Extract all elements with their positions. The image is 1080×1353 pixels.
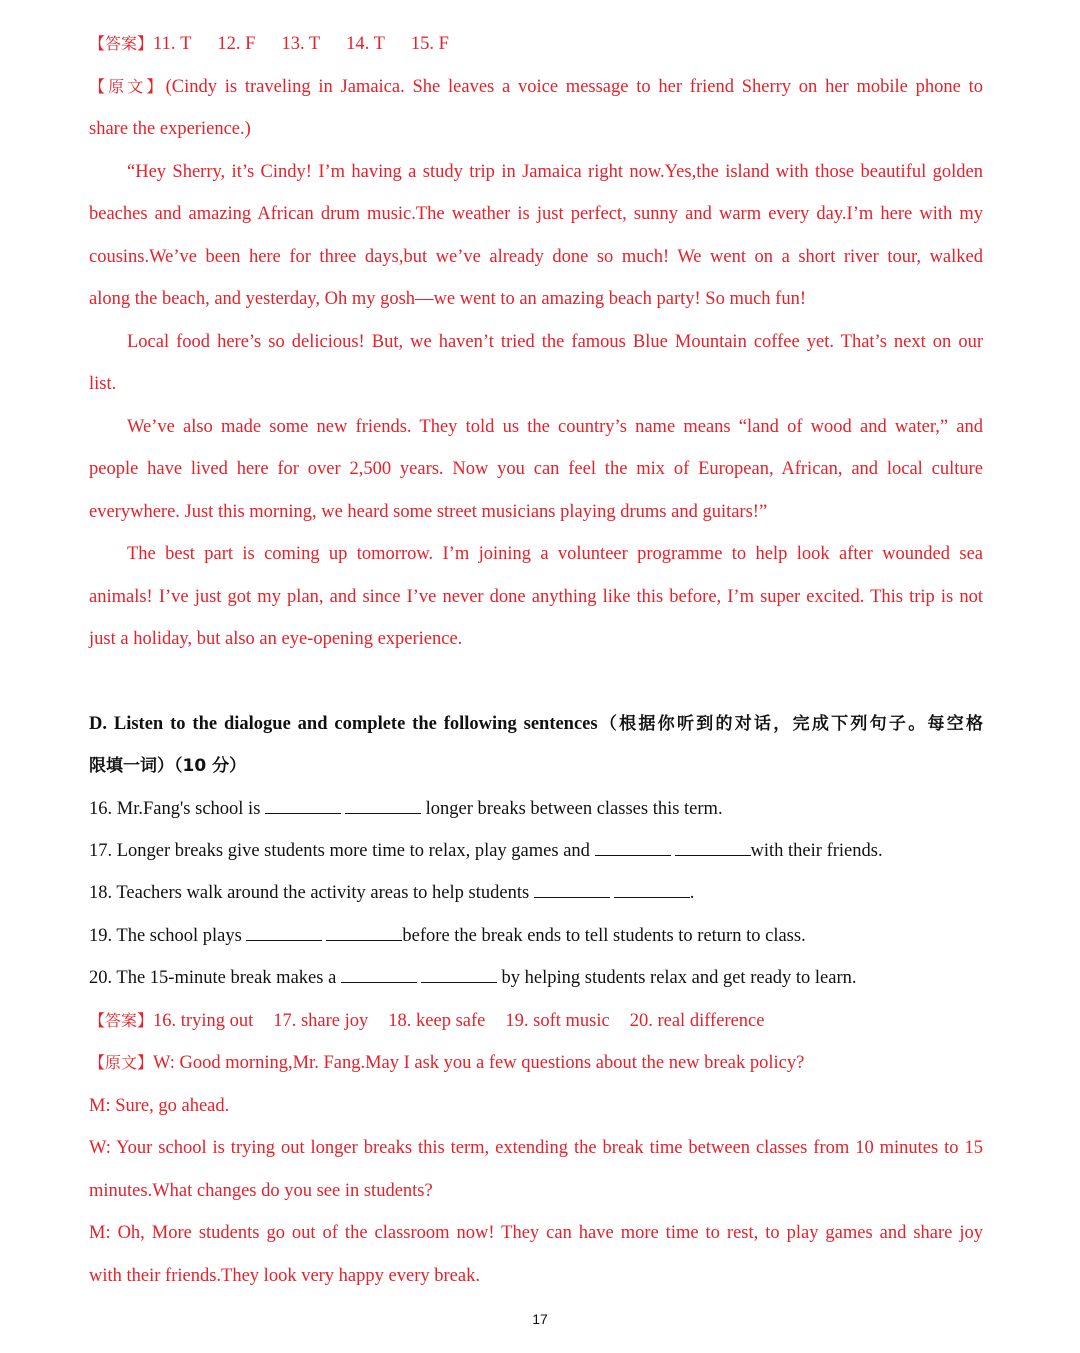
script-tag: 【原文】 <box>89 1053 154 1072</box>
answer-item: 18. keep safe <box>388 1011 486 1031</box>
answer-item: 13. T <box>281 34 321 54</box>
page-number: 17 <box>532 1311 548 1327</box>
question-18: 18. Teachers walk around the activity areas to help students . <box>89 883 695 903</box>
answer-tag: 【答案】 <box>89 34 154 53</box>
dialogue-line: with their friends.They look very happy every break. <box>89 1266 480 1286</box>
answer-item: 20. real difference <box>629 1011 765 1031</box>
dialogue-line: minutes.What changes do you see in students? <box>89 1181 433 1201</box>
answer-item: 11. T <box>153 34 192 54</box>
answer-line-d <box>89 1009 983 1033</box>
section-d-heading: D. Listen to the dialogue and complete the following sentences（根据你听到的对话，完成下列句子。每空格 <box>89 714 983 734</box>
answer-item: 19. soft music <box>505 1011 610 1031</box>
question-19: 19. The school plays before the break ends to tell students to return to class. <box>89 926 806 946</box>
transcript-line: just a holiday, but also an eye-opening experience. <box>89 629 463 649</box>
transcript-intro-cont: share the experience.) <box>89 119 251 139</box>
transcript-paragraph: “Hey Sherry, it’s Cindy! I’m having a study trip in Jamaica right now.Yes,the island with those beautiful golden <box>127 162 983 182</box>
transcript-paragraph: Local food here’s so delicious! But, we haven’t tried the famous Blue Mountain coffee yet. That’s next on our <box>127 332 983 352</box>
answer-tag: 【答案】 <box>89 1011 154 1030</box>
script-tag: 【原文】 <box>89 77 166 96</box>
transcript-line: list. <box>89 374 117 394</box>
answer-blank[interactable] <box>595 839 671 856</box>
answer-item: 14. T <box>346 34 385 54</box>
answer-line-c <box>89 32 983 56</box>
answer-blank[interactable] <box>341 966 417 983</box>
dialogue-line: M: Sure, go ahead. <box>89 1096 230 1116</box>
transcript-intro: 【原文】(Cindy is traveling in Jamaica. She leaves a voice message to her friend Sherry on her mobile phone to <box>89 77 983 97</box>
answer-blank[interactable] <box>265 797 341 814</box>
answer-blank[interactable] <box>614 881 690 898</box>
answer-blank[interactable] <box>675 839 751 856</box>
transcript-line: beaches and amazing African drum music.The weather is just perfect, sunny and warm every day.I’m here with my <box>89 204 983 224</box>
answer-item: 12. F <box>217 34 256 54</box>
section-d-heading-cont: 限填一词）（10 分） <box>89 756 247 776</box>
answer-blank[interactable] <box>246 924 322 941</box>
transcript-line: along the beach, and yesterday, Oh my gosh—we went to an amazing beach party! So much fun! <box>89 289 806 309</box>
answer-blank[interactable] <box>421 966 497 983</box>
answer-item: 16. trying out <box>153 1011 254 1031</box>
answer-blank[interactable] <box>534 881 610 898</box>
transcript-line: animals! I’ve just got my plan, and since I’ve never done anything like this before, I’m super excited. This trip is not <box>89 587 983 607</box>
question-20: 20. The 15-minute break makes a by helping students relax and get ready to learn. <box>89 968 857 988</box>
answer-blank[interactable] <box>345 797 421 814</box>
transcript-line: everywhere. Just this morning, we heard some street musicians playing drums and guitars!” <box>89 502 768 522</box>
transcript-line: cousins.We’ve been here for three days,but we’ve already done so much! We went on a short river tour, walked <box>89 247 983 267</box>
transcript-paragraph: We’ve also made some new friends. They told us the country’s name means “land of wood and water,” and <box>127 417 983 437</box>
question-17: 17. Longer breaks give students more time to relax, play games and with their friends. <box>89 841 883 861</box>
question-16: 16. Mr.Fang's school is longer breaks between classes this term. <box>89 799 723 819</box>
answer-blank[interactable] <box>326 924 402 941</box>
transcript-paragraph: The best part is coming up tomorrow. I’m joining a volunteer programme to help look after wounded sea <box>127 544 983 564</box>
dialogue-line: 【原文】W: Good morning,Mr. Fang.May I ask you a few questions about the new break policy? <box>89 1053 805 1073</box>
answer-item: 17. share joy <box>273 1011 369 1031</box>
answer-item: 15. F <box>410 34 449 54</box>
transcript-line: people have lived here for over 2,500 years. Now you can feel the mix of European, African, and local culture <box>89 459 983 479</box>
dialogue-line: W: Your school is trying out longer breaks this term, extending the break time between classes from 10 minutes to 15 <box>89 1138 983 1158</box>
dialogue-line: M: Oh, More students go out of the classroom now! They can have more time to rest, to play games and share joy <box>89 1223 983 1243</box>
